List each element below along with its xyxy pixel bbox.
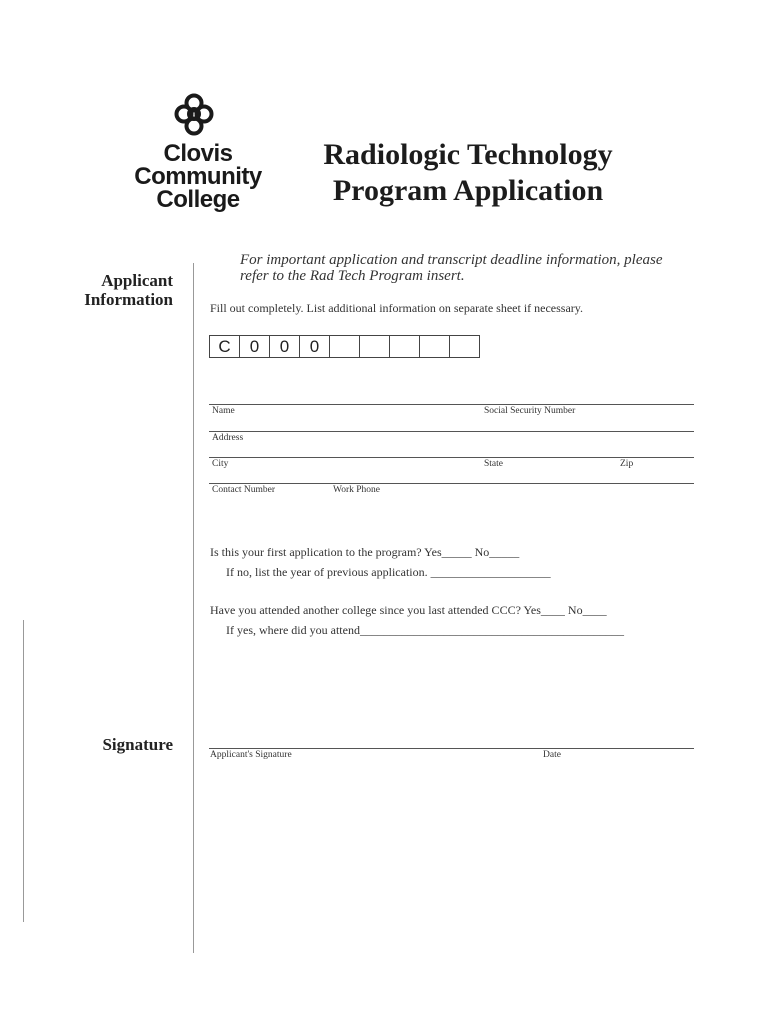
student-id-cell[interactable]: 0 [270, 336, 300, 357]
heading-information: Information [84, 290, 173, 309]
student-id-cell[interactable]: 0 [240, 336, 270, 357]
notice-line-1: For important application and transcript deadline information, please [240, 252, 663, 268]
margin-rule [23, 620, 24, 922]
student-id-cell[interactable] [390, 336, 420, 357]
first-application-question[interactable]: Is this your first application to the program? Yes_____ No_____ [210, 545, 520, 559]
name-ssn-line[interactable] [209, 404, 694, 423]
ssn-label: Social Security Number [484, 406, 576, 416]
student-id-cell[interactable]: 0 [300, 336, 330, 357]
zip-label: Zip [620, 459, 634, 469]
notice-line-2: refer to the Rad Tech Program insert. [240, 268, 465, 284]
signature-heading: Signature [102, 735, 173, 754]
student-id-cell[interactable] [330, 336, 360, 357]
student-id-cell[interactable]: C [210, 336, 240, 357]
student-id-cell[interactable] [420, 336, 450, 357]
city-label: City [212, 459, 229, 469]
student-id-cell[interactable] [360, 336, 390, 357]
title-line-2: Program Application [332, 174, 604, 207]
student-id-cell[interactable] [450, 336, 479, 357]
state-label: State [484, 459, 503, 469]
city-state-zip-line[interactable] [209, 457, 694, 476]
section-divider [193, 263, 194, 953]
college-logo [128, 90, 268, 215]
logo-line-community: Community [134, 163, 262, 190]
signature-line[interactable] [209, 748, 694, 767]
celtic-knot-icon [173, 93, 215, 137]
work-phone-label: Work Phone [333, 485, 380, 495]
previous-application-year[interactable]: If no, list the year of previous application. ____________________ [226, 565, 551, 579]
instructions-text: Fill out completely. List additional information on separate sheet if necessary. [210, 301, 584, 315]
deadline-notice [240, 252, 700, 284]
other-college-where[interactable]: If yes, where did you attend____________________________________________ [226, 623, 624, 637]
phone-line[interactable] [209, 483, 694, 502]
contact-number-label: Contact Number [212, 485, 276, 495]
applicant-signature-label: Applicant's Signature [210, 750, 292, 760]
address-label: Address [212, 433, 244, 443]
heading-applicant: Applicant [101, 271, 173, 290]
logo-line-college: College [156, 186, 240, 213]
name-label: Name [212, 406, 235, 416]
page-title [280, 137, 656, 209]
other-college-question[interactable]: Have you attended another college since you last attended CCC? Yes____ No____ [210, 603, 607, 617]
logo-line-clovis: Clovis [163, 140, 233, 167]
date-label: Date [543, 750, 561, 760]
title-line-1: Radiologic Technology [323, 138, 613, 171]
address-line[interactable] [209, 431, 694, 450]
student-id-field[interactable] [209, 335, 480, 358]
applicant-information-heading [40, 271, 173, 309]
